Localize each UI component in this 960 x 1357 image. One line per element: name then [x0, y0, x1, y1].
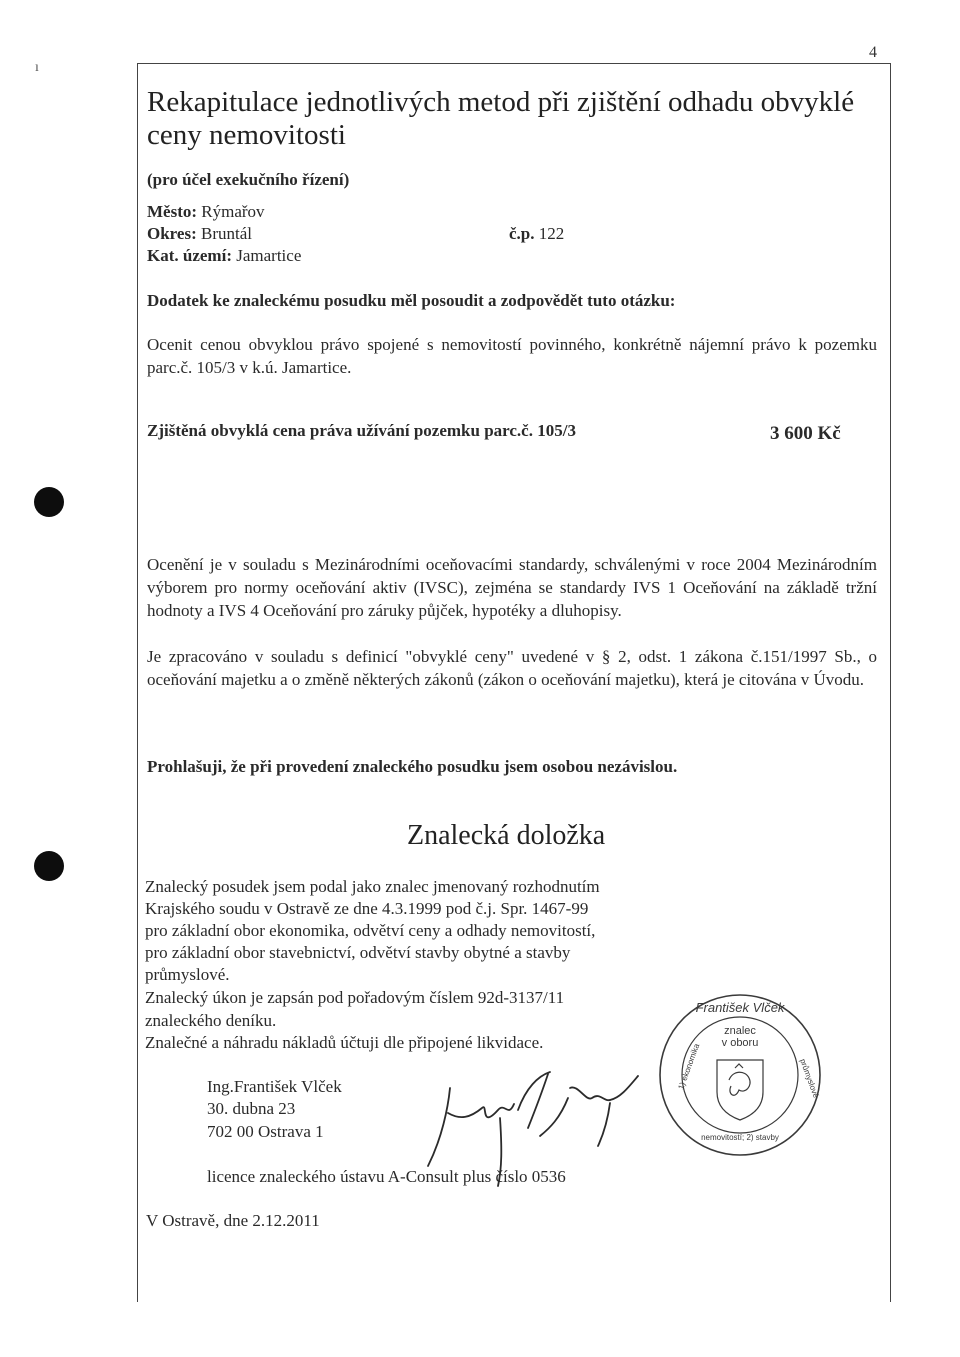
district-label: Okres: — [147, 224, 197, 243]
clause-line: Znalecký úkon je zapsán pod pořadovým číslem 92d-3137/11 — [145, 988, 565, 1007]
punch-hole — [34, 851, 64, 881]
declaration: Prohlašuji, že při provedení znaleckého posudku jsem osobou nezávislou. — [147, 757, 678, 776]
signatory-street: 30. dubna 23 — [207, 1099, 296, 1118]
city-label: Město: — [147, 202, 198, 221]
district-value: Bruntál — [201, 224, 252, 243]
clause-line: Znalečné a náhradu nákladů účtuji dle připojené likvidace. — [145, 1033, 544, 1052]
page-title: Rekapitulace jednotlivých metod při zjištění odhadu obvyklé ceny nemovitosti — [147, 86, 855, 151]
cp-line — [509, 224, 564, 244]
expert-stamp — [655, 990, 825, 1160]
signatory-name: Ing.František Vlček — [207, 1077, 342, 1096]
license-line: licence znaleckého ústavu A-Consult plus číslo 0536 — [207, 1167, 566, 1186]
cp-value: 122 — [538, 224, 565, 243]
clause-line: Znalecký posudek jsem podal jako znalec jmenovaný rozhodnutím — [145, 877, 600, 896]
result-label: Zjištěná obvyklá cena práva užívání pozemku parc.č. 105/3 — [147, 421, 576, 440]
territory-line — [147, 246, 301, 266]
city-line — [147, 202, 265, 222]
territory-value: Jamartice — [236, 246, 302, 265]
svg-text:znalec: znalec — [724, 1025, 756, 1037]
addendum-text: Ocenit cenou obvyklou právo spojené s nemovitostí povinného, konkrétně nájemní právo k pozemku parc.č. 105/3 v k.ú. Jamartice. — [147, 335, 877, 377]
place-date: V Ostravě, dne 2.12.2011 — [146, 1211, 320, 1230]
clause-line: znaleckého deníku. — [145, 1011, 277, 1030]
scan-mark: ı — [35, 60, 39, 75]
purpose-note: (pro účel exekučního řízení) — [147, 170, 350, 189]
page-number: 4 — [869, 44, 877, 61]
addendum-heading: Dodatek ke znaleckému posudku měl posoudit a zodpovědět tuto otázku: — [147, 291, 676, 310]
svg-text:v oboru: v oboru — [721, 1037, 759, 1049]
punch-hole — [34, 487, 64, 517]
signatory-city: 702 00 Ostrava 1 — [207, 1122, 324, 1141]
clause-line: Krajského soudu v Ostravě ze dne 4.3.1999 pod č.j. Spr. 1467-99 — [145, 899, 589, 918]
svg-text:František Vlček: František Vlček — [695, 1000, 785, 1015]
clause-heading: Znalecká doložka — [407, 820, 606, 851]
svg-text:1) ekonomika: 1) ekonomika — [676, 1042, 702, 1091]
cp-label: č.p. — [509, 224, 535, 243]
clause-line: pro základní obor ekonomika, odvětví ceny a odhady nemovitostí, — [145, 921, 596, 940]
clause-line: pro základní obor stavebnictví, odvětví stavby obytné a stavby — [145, 943, 571, 962]
svg-text:nemovitostí; 2) stavby: nemovitostí; 2) stavby — [701, 1133, 779, 1142]
territory-label: Kat. území: — [147, 246, 232, 265]
clause-line: průmyslové. — [145, 965, 230, 984]
district-line — [147, 224, 252, 244]
definition-paragraph: Je zpracováno v souladu s definicí "obvyklé ceny" uvedené v § 2, odst. 1 zákona č.151/1997 Sb., o oceňování majetku a o změně některých zákonů (zákon o oceňování majetku), která je citována v Úvodu. — [147, 647, 877, 689]
standards-paragraph: Ocenění je v souladu s Mezinárodními oceňovacími standardy, schválenými v roce 2004 Mezinárodním výborem pro normy oceňování aktiv (IVSC), zejména se standardy IVS 1 Oceňování na základě tržní hodnoty a IVS 4 Oceňování pro záruky půjček, hypotéky a dluhopisy. — [147, 555, 877, 620]
result-value: 3 600 Kč — [770, 423, 841, 444]
svg-text:průmyslové: průmyslové — [798, 1057, 821, 1100]
city-value: Rýmařov — [201, 202, 265, 221]
